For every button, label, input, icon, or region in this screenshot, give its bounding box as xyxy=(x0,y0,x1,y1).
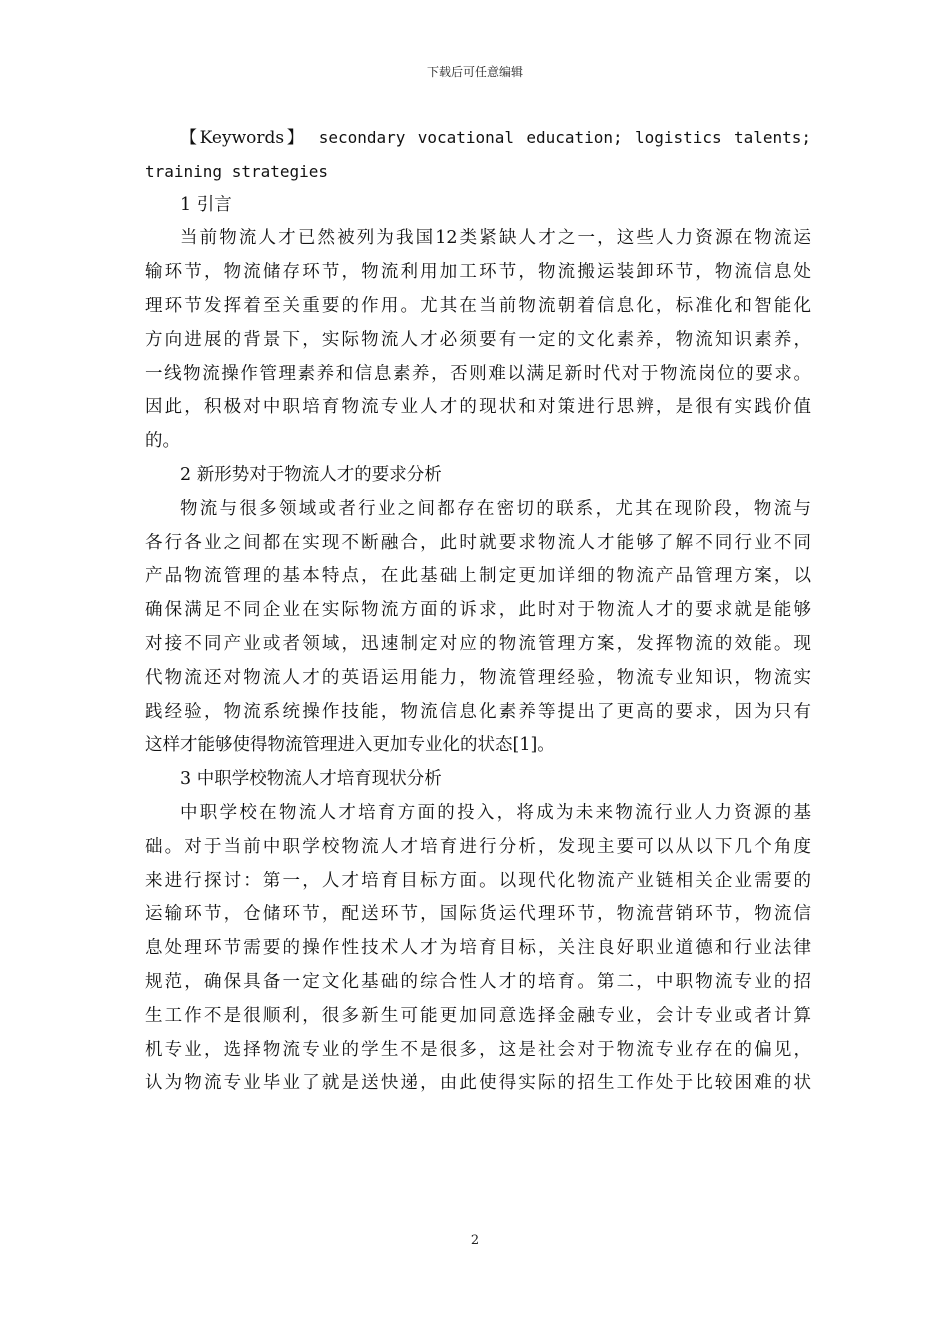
page-header: 下载后可任意编辑 xyxy=(426,65,523,79)
document-body xyxy=(145,121,811,1101)
keywords-text-1: secondary vocational education; logistics talents; xyxy=(318,128,811,147)
paragraph-line: 输环节，物流储存环节，物流利用加工环节，物流搬运装卸环节，物流信息处 xyxy=(145,262,811,283)
keywords-line xyxy=(145,121,811,155)
paragraph-line: 理环节发挥着至关重要的作用。尤其在当前物流朝着信息化，标准化和智能化 xyxy=(145,295,811,316)
paragraph-line: 这样才能够使得物流管理进入更加专业化的状态[1]。 xyxy=(145,735,555,756)
paragraph-line: 一线物流操作管理素养和信息素养，否则难以满足新时代对于物流岗位的要求。 xyxy=(145,363,811,384)
paragraph-line: 对接不同产业或者领域，迅速制定对应的物流管理方案，发挥物流的效能。现 xyxy=(145,633,811,654)
paragraph-line: 物流与很多领域或者行业之间都存在密切的联系，尤其在现阶段，物流与 xyxy=(180,498,811,519)
paragraph-line: 息处理环节需要的操作性技术人才为培育目标，关注良好职业道德和行业法律 xyxy=(145,938,811,959)
paragraph-line: 来进行探讨：第一，人才培育目标方面。以现代化物流产业链相关企业需要的 xyxy=(145,870,811,891)
paragraph-line: 代物流还对物流人才的英语运用能力，物流管理经验，物流专业知识，物流实 xyxy=(145,667,811,688)
section-heading: 3 中职学校物流人才培育现状分析 xyxy=(180,769,442,790)
paragraph-line: 因此，积极对中职培育物流专业人才的现状和对策进行思辨，是很有实践价值 xyxy=(145,397,811,418)
paragraph-line: 础。对于当前中职学校物流人才培育进行分析，发现主要可以从以下几个角度 xyxy=(145,836,811,857)
paragraph-line: 运输环节，仓储环节，配送环节，国际货运代理环节，物流营销环节，物流信 xyxy=(145,904,811,925)
paragraph-line: 规范，确保具备一定文化基础的综合性人才的培育。第二，中职物流专业的招 xyxy=(145,971,811,992)
paragraph-line: 中职学校在物流人才培育方面的投入，将成为未来物流行业人力资源的基 xyxy=(180,802,811,823)
paragraph-line: 各行各业之间都在实现不断融合，此时就要求物流人才能够了解不同行业不同 xyxy=(145,532,811,553)
section-heading: 2 新形势对于物流人才的要求分析 xyxy=(180,464,442,485)
paragraph-line: 践经验，物流系统操作技能，物流信息化素养等提出了更高的要求，因为只有 xyxy=(145,701,811,722)
paragraph-line: 的。 xyxy=(145,431,180,452)
paragraph-line: 生工作不是很顺利，很多新生可能更加同意选择金融专业，会计专业或者计算 xyxy=(145,1005,811,1026)
keywords-label: 【Keywords】 xyxy=(180,128,307,148)
paragraph-line: 方向进展的背景下，实际物流人才必须要有一定的文化素养，物流知识素养， xyxy=(145,329,811,350)
paragraph-line: 认为物流专业毕业了就是送快递，由此使得实际的招生工作处于比较困难的状 xyxy=(145,1073,811,1094)
section-heading: 1 引言 xyxy=(180,194,232,215)
paragraph-line: 机专业，选择物流专业的学生不是很多，这是社会对于物流专业存在的偏见， xyxy=(145,1039,811,1060)
paragraph-line: 确保满足不同企业在实际物流方面的诉求，此时对于物流人才的要求就是能够 xyxy=(145,600,811,621)
page-number: 2 xyxy=(470,1233,480,1248)
paragraph-line: 当前物流人才已然被列为我国12类紧缺人才之一，这些人力资源在物流运 xyxy=(180,228,811,249)
paragraph-line: 产品物流管理的基本特点，在此基础上制定更加详细的物流产品管理方案，以 xyxy=(145,566,811,587)
keywords-line-2: training strategies xyxy=(145,161,329,181)
